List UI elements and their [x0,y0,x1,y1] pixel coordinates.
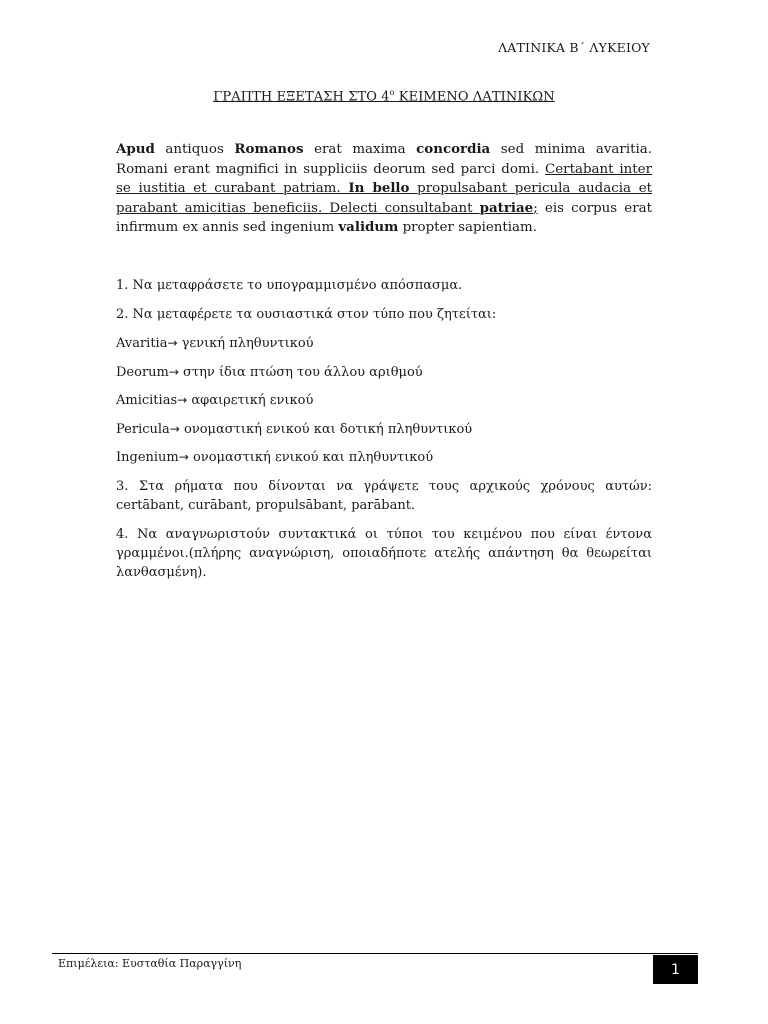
noun-word: Ingenium [116,450,179,465]
title-text: ΓΡΑΠΤΗ ΕΞΕΤΑΣΗ ΣΤΟ 4 [213,89,390,105]
arrow-right-icon: → [169,421,180,436]
noun-task: αφαιρετική ενικού [187,393,314,408]
question-4: 4. Να αναγνωριστούν συντακτικά οι τύποι του κειμένου που είναι έντονα γραμμένοι.(πλήρης αναγνώριση, οποιαδήποτε ατελής απάντηση θα θεωρείται λανθασμένη). [116,526,652,580]
passage-text: sed minima avaritia. Romani erant magnifici in suppliciis deorum sed parci domi. [116,142,653,177]
question-1: 1. Να μεταφράσετε το υπογραμμισμένο απόσπασμα. [116,278,463,293]
noun-item [116,448,652,467]
bold-word-validum: validum [338,219,399,235]
underlined-text: propulsabant pericula audacia et parabant amicitias beneficiis. Delecti consultabant [116,181,653,216]
arrow-right-icon: → [168,364,179,379]
noun-item [116,334,652,353]
questions-section [116,276,652,592]
underlined-text: Certabant inter se iustitia et curabant patriam. [116,161,652,196]
footer-divider [52,953,698,954]
noun-word: Pericula [116,421,170,437]
noun-task: ονομαστική ενικού και πληθυντικού [188,450,434,465]
question-3: 3. Στα ρήματα που δίνονται να γράψετε τους αρχικούς χρόνους αυτών: certābant, curābant, propulsābant, parābant. [116,478,652,513]
bold-word-patriae: patriae [479,199,534,216]
bold-word-romanos: Romanos [234,141,304,157]
noun-item [116,363,652,382]
arrow-right-icon: → [178,450,189,464]
arrow-right-icon: → [177,393,188,407]
course-header: ΛΑΤΙΝΙΚΑ Β΄ ΛΥΚΕΙΟΥ [498,40,650,55]
page-number: 1 [653,955,698,984]
footer-editor: Επιμέλεια: Ευσταθία Παραγγίνη [58,957,242,970]
latin-passage [116,140,652,238]
title-text-end: ΚΕΙΜΕΝΟ ΛΑΤΙΝΙΚΩΝ [394,89,555,105]
question-2: 2. Να μεταφέρετε τα ουσιαστικά στον τύπο που ζητείται: [116,307,497,322]
noun-word: Deorum [116,364,169,380]
title-superscript: ο [389,88,395,97]
noun-item [116,391,652,410]
bold-word-apud: Apud [116,141,155,157]
noun-word: Avaritia [116,336,168,351]
noun-task: στην ίδια πτώση του άλλου αριθμού [178,364,423,380]
semicolon: ; [533,200,538,216]
exam-title [116,88,652,104]
noun-task: ονομαστική ενικού και δοτική πληθυντικού [179,421,473,437]
noun-task: γενική πληθυντικού [177,336,314,351]
passage-text: antiquos [154,142,235,157]
passage-text: eis corpus erat infirmum ex annis sed ingenium [116,200,652,235]
arrow-right-icon: → [167,336,178,350]
bold-word-concordia: concordia [416,141,491,157]
passage-text: erat maxima [303,142,417,157]
noun-item [116,420,652,439]
bold-word-in-bello: In bello [348,180,410,196]
passage-text: propter sapientiam. [398,220,537,235]
noun-word: Amicitias [116,393,178,408]
